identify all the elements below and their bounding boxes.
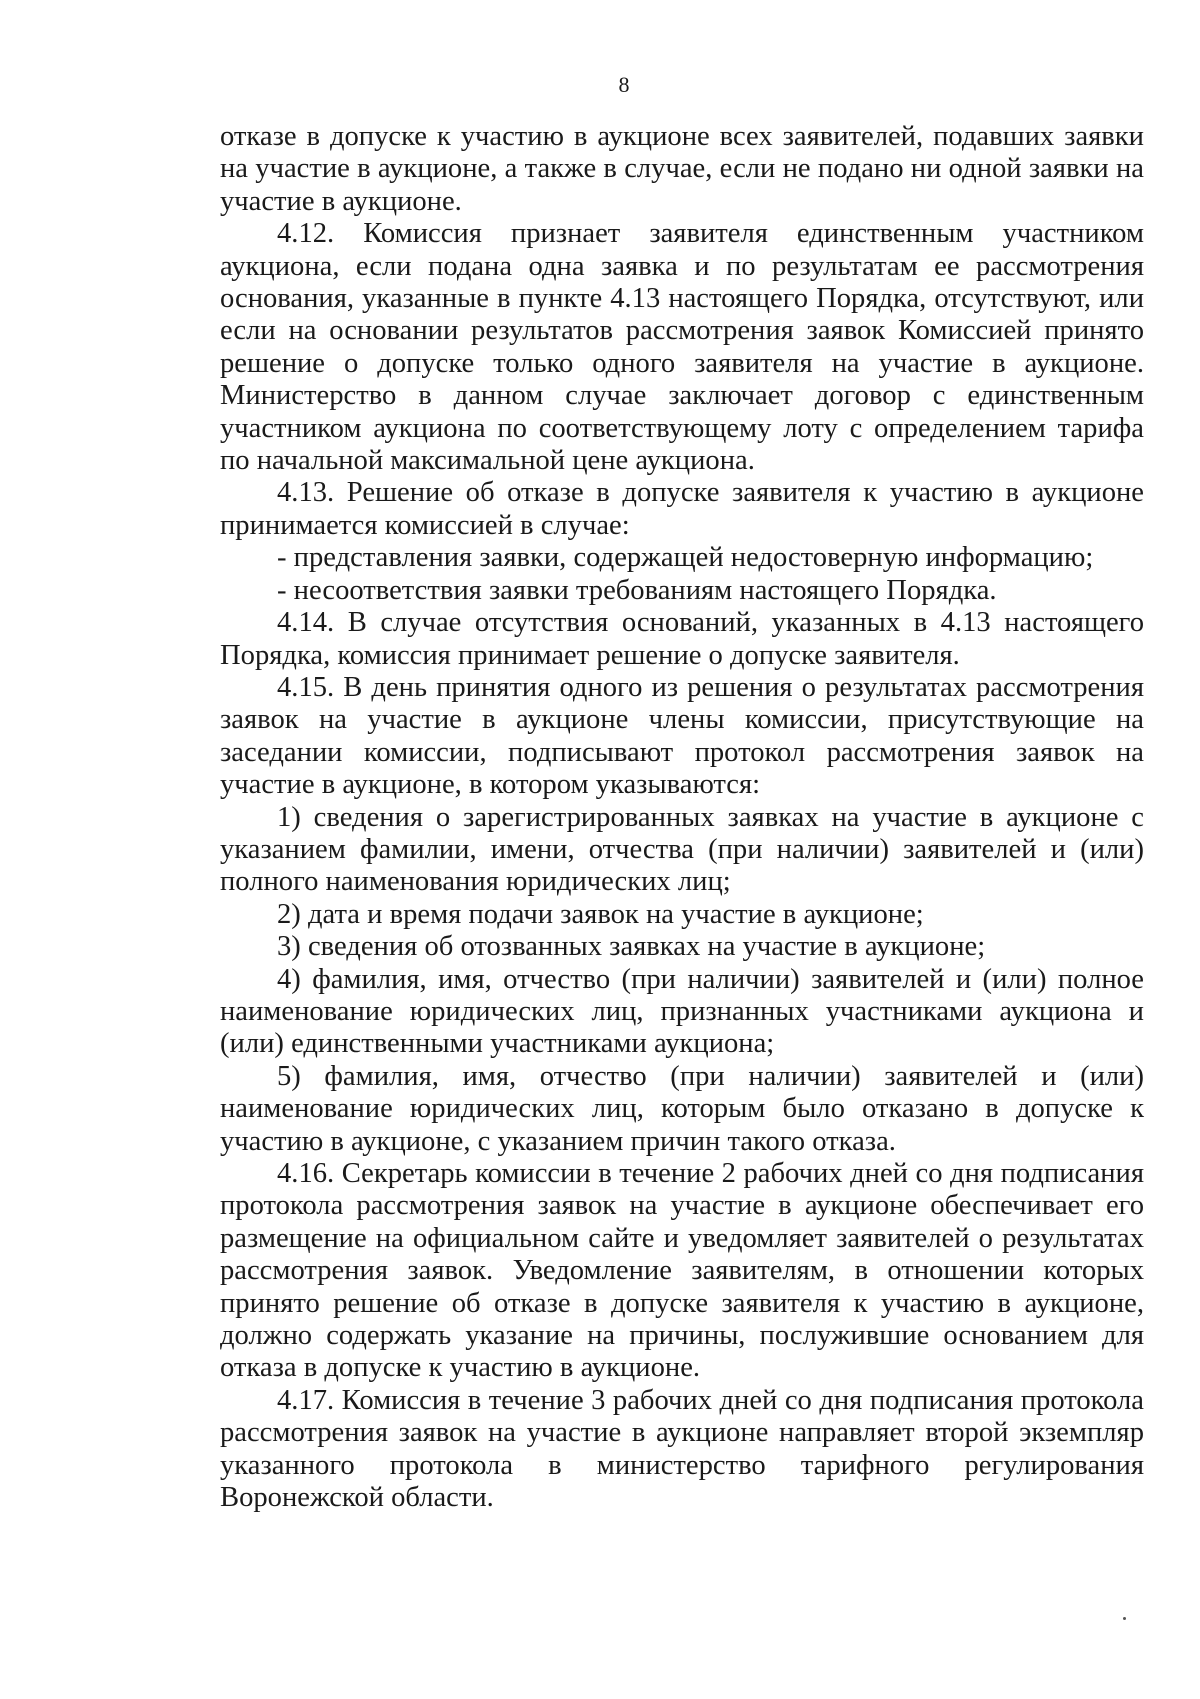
list-item-2: 2) дата и время подачи заявок на участие в аукционе; <box>277 898 924 930</box>
paragraph-4-14: 4.14. В случае отсутствия оснований, указанных в 4.13 настоящего Порядка, комиссия принимает решение о допуске заявителя. <box>220 607 1144 671</box>
list-item-4: 4) фамилия, имя, отчество (при наличии) заявителей и (или) полное наименование юридических лиц, признанных участниками аукциона и (или) единственными участниками аукциона; <box>220 963 1144 1060</box>
list-item-false-info: - представления заявки, содержащей недостоверную информацию; <box>277 542 1094 574</box>
paragraph-4-13: 4.13. Решение об отказе в допуске заявителя к участию в аукционе принимается комиссией в случае: <box>220 477 1144 541</box>
paragraph-4-16: 4.16. Секретарь комиссии в течение 2 рабочих дней со дня подписания протокола рассмотрения заявок на участие в аукционе обеспечивает его размещение на официальном сайте и уведомляет заявителей о результатах рассмотрения заявок. Уведомление заявителям, в отношении которых принято решение об отказе в допуске заявителя к участию в аукционе, должно содержать указание на причины, послужившие основанием для отказа в допуске к участию в аукционе. <box>220 1158 1144 1384</box>
list-item-1: 1) сведения о зарегистрированных заявках на участие в аукционе с указанием фамилии, имени, отчества (при наличии) заявителей и (или) полного наименования юридических лиц; <box>220 801 1144 898</box>
paragraph-continuation: отказе в допуске к участию в аукционе всех заявителей, подавших заявки на участие в аукционе, а также в случае, если не подано ни одной заявки на участие в аукционе. <box>220 121 1144 217</box>
page-number: 8 <box>618 72 630 97</box>
paragraph-4-15: 4.15. В день принятия одного из решения о результатах рассмотрения заявок на участие в аукционе члены комиссии, присутствующие на заседании комиссии, подписывают протокол рассмотрения заявок на участие в аукционе, в котором указываются: <box>220 671 1144 801</box>
scan-artifact-dot <box>1123 1617 1126 1620</box>
paragraph-4-12: 4.12. Комиссия признает заявителя единственным участником аукциона, если подана одна заявка и по результатам ее рассмотрения основания, указанные в пункте 4.13 настоящего Порядка, отсутствуют, или если на основании результатов рассмотрения заявок Комиссией принято решение о допуске только одного заявителя на участие в аукционе. Министерство в данном случае заключает договор с единственным участником аукциона по соответствующему лоту с определением тарифа по начальной максимальной цене аукциона. <box>220 218 1144 477</box>
list-item-noncompliance: - несоответствия заявки требованиям настоящего Порядка. <box>277 574 997 606</box>
document-body <box>220 121 1144 1514</box>
list-item-5: 5) фамилия, имя, отчество (при наличии) заявителей и (или) наименование юридических лиц, которым было отказано в допуске к участию в аукционе, с указанием причин такого отказа. <box>220 1060 1144 1157</box>
list-item-3: 3) сведения об отозванных заявках на участие в аукционе; <box>277 931 986 963</box>
paragraph-4-17: 4.17. Комиссия в течение 3 рабочих дней со дня подписания протокола рассмотрения заявок на участие в аукционе направляет второй экземпляр указанного протокола в министерство тарифного регулирования Воронежской области. <box>220 1384 1144 1514</box>
